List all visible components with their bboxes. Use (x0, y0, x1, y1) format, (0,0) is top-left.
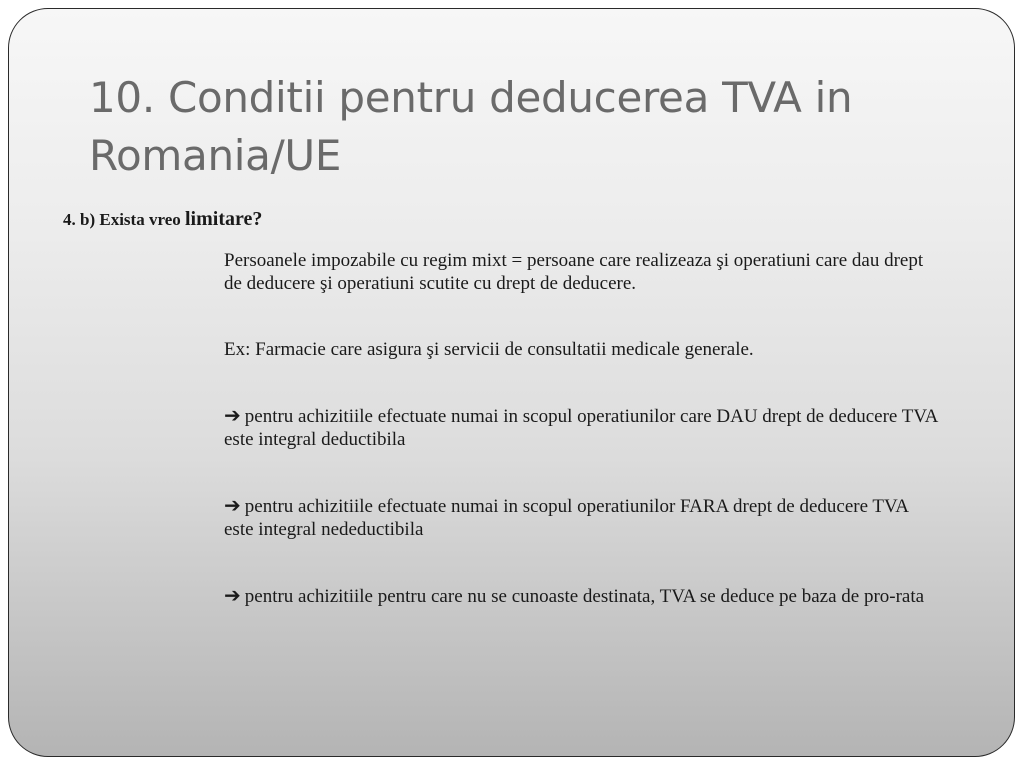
slide-title: 10. Conditii pentru deducerea TVA in Romania/UE (89, 73, 853, 180)
paragraph-text: Persoanele impozabile cu regim mixt = persoane care realizeaza şi operatiuni care dau drept de deducere şi operatiuni scutite cu drept de deducere. (224, 250, 924, 294)
paragraph-mixed-regime (224, 249, 939, 295)
paragraph-example (224, 338, 939, 361)
paragraph-pro-rata (224, 584, 939, 608)
arrow-right-icon: ➔ (224, 403, 241, 427)
subheading-emphasis: limitare? (185, 208, 263, 230)
paragraph-text: pentru achizitiile efectuate numai in scopul operatiunilor FARA drept de deducere TVA este integral nedeductibila (224, 496, 908, 540)
paragraph-nondeductible (224, 494, 939, 541)
arrow-right-icon: ➔ (224, 493, 241, 517)
arrow-right-icon: ➔ (224, 583, 241, 607)
paragraph-deductible (224, 404, 939, 451)
subheading-prefix: 4. b) Exista vreo (63, 210, 185, 229)
paragraph-text: pentru achizitiile efectuate numai in scopul operatiunilor care DAU drept de deducere TVA este integral deductibila (224, 406, 938, 450)
slide (8, 8, 1015, 757)
subheading (63, 208, 262, 231)
paragraph-text: Ex: Farmacie care asigura şi servicii de consultatii medicale generale. (224, 339, 754, 360)
slide-body (224, 249, 939, 608)
paragraph-text: pentru achizitiile pentru care nu se cunoaste destinata, TVA se deduce pe baza de pro-rata (244, 586, 925, 607)
